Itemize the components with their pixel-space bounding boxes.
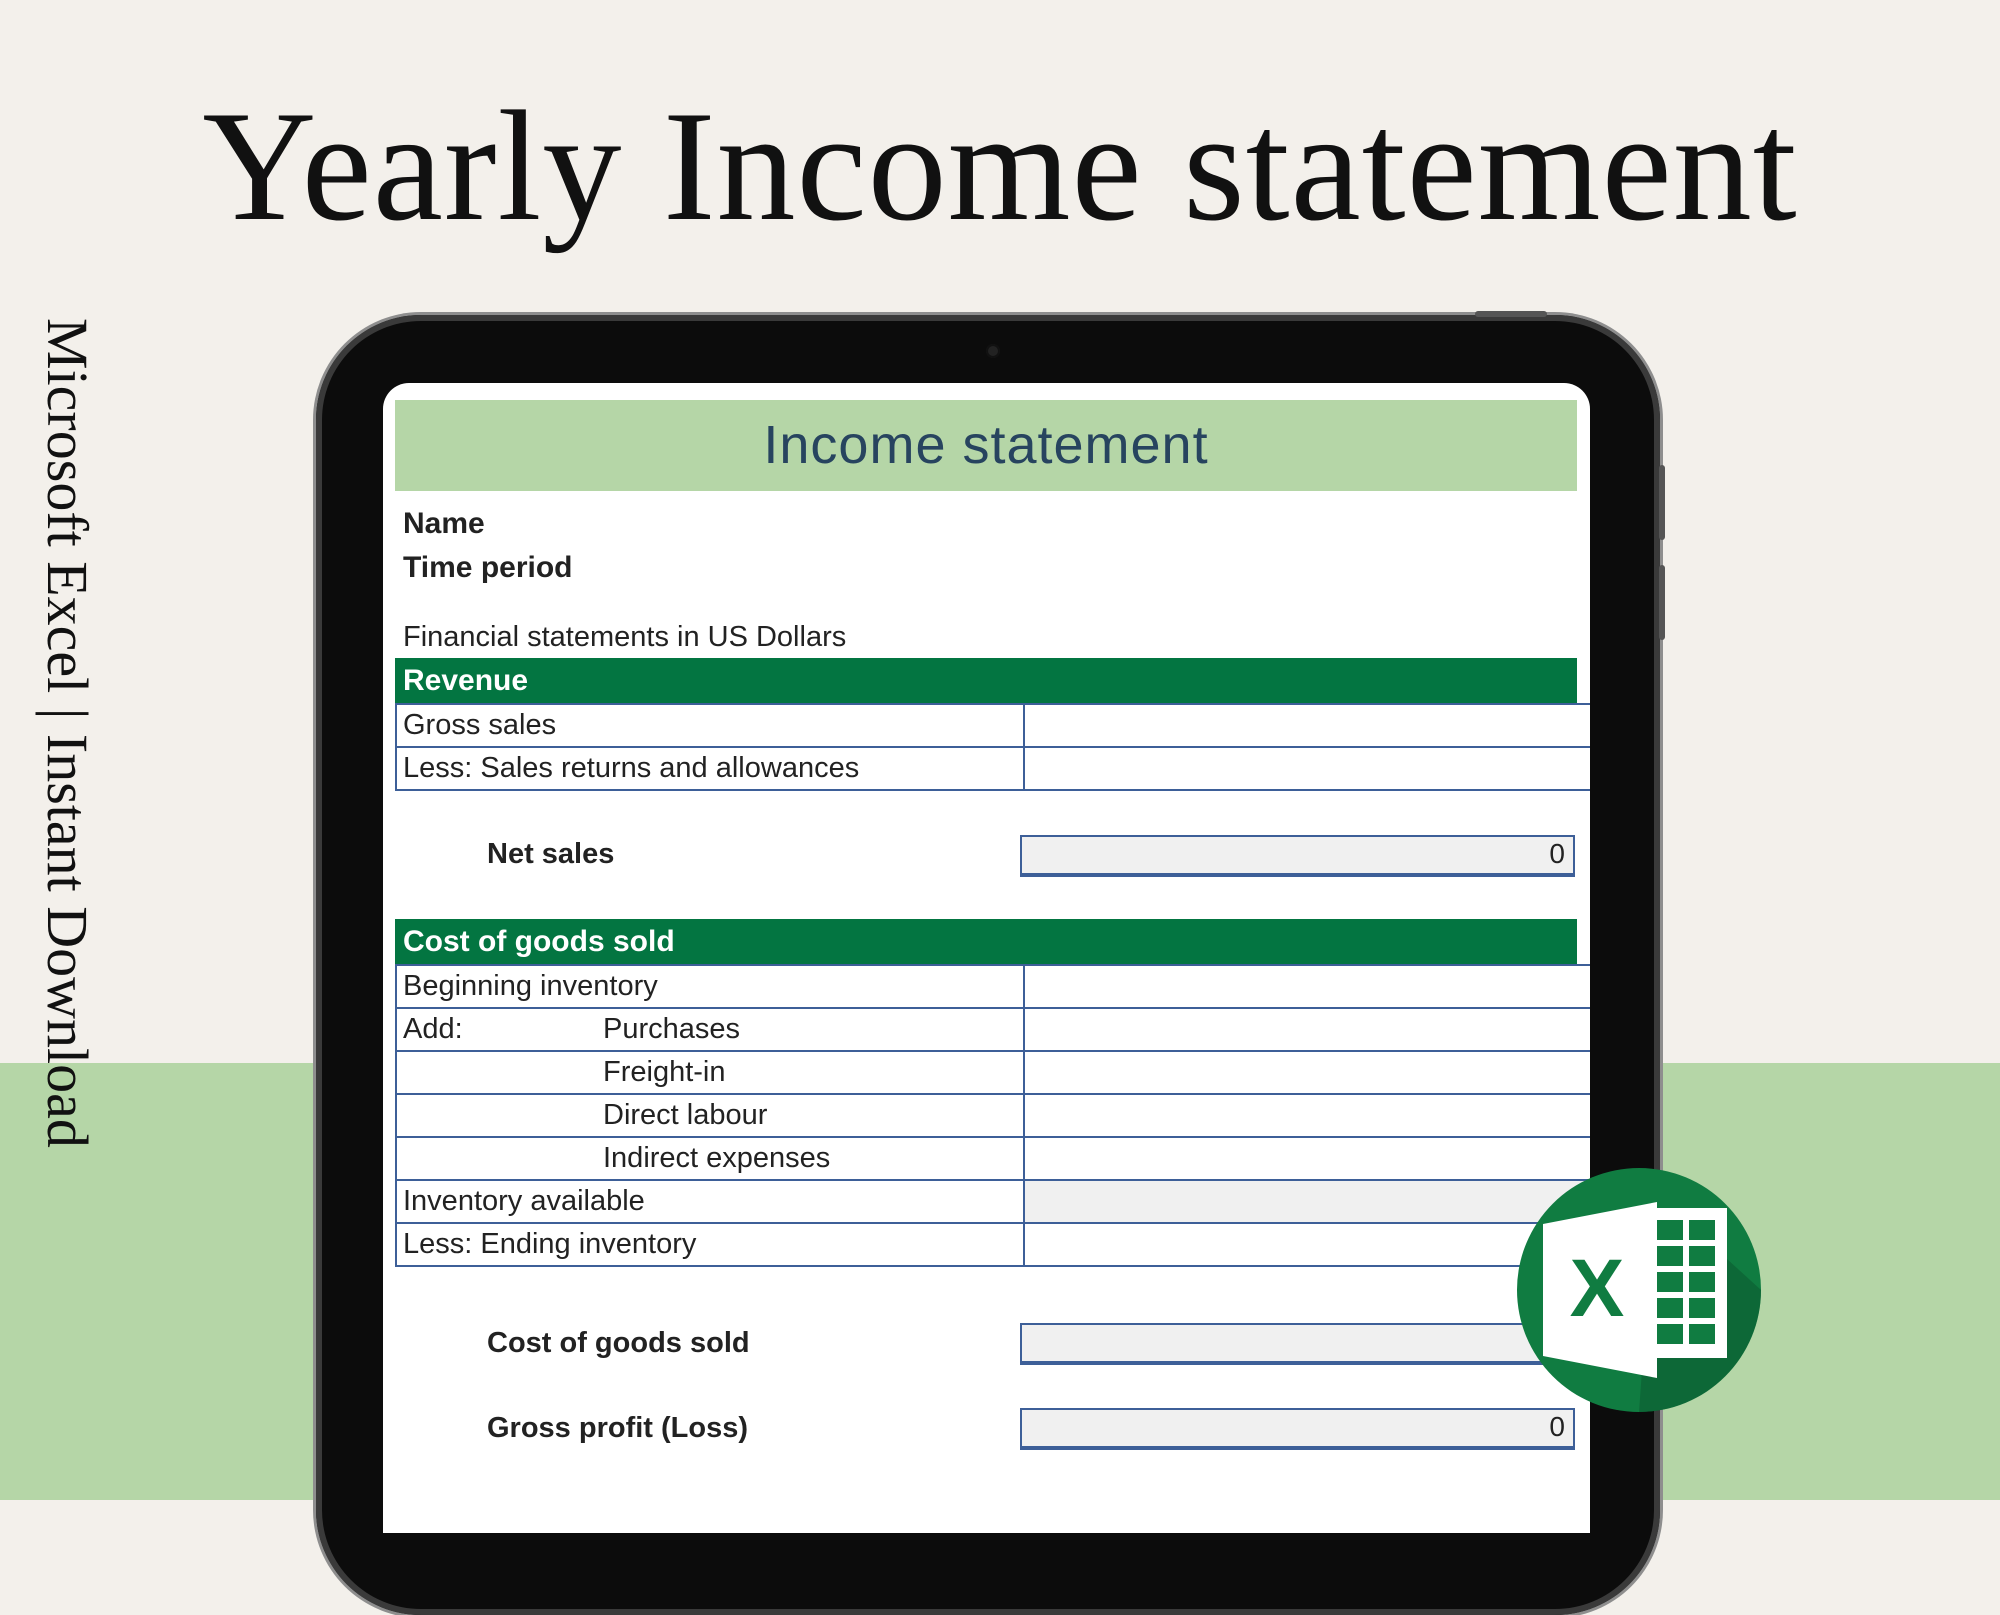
- row-label-text: Less: Ending inventory: [403, 1228, 697, 1260]
- cogs-table: [395, 964, 1590, 1267]
- table-row: [396, 965, 1590, 1008]
- row-label-text: Indirect expenses: [603, 1142, 831, 1174]
- row-label-text: Beginning inventory: [403, 970, 658, 1002]
- row-label: [396, 965, 1024, 1008]
- inventory-available-cell[interactable]: [1024, 1180, 1590, 1223]
- table-row: [396, 1223, 1590, 1266]
- sheet-title: Income statement: [395, 400, 1577, 491]
- name-label: Name: [403, 507, 485, 540]
- gross-profit-label: Gross profit (Loss): [487, 1412, 749, 1444]
- revenue-header: Revenue: [395, 658, 1577, 703]
- side-caption: Microsoft Excel | Instant Download: [35, 318, 100, 1148]
- gross-sales-cell[interactable]: [1024, 704, 1590, 747]
- purchases-cell[interactable]: [1024, 1008, 1590, 1051]
- tablet-volume-up-button: [1659, 465, 1665, 540]
- net-sales-label: Net sales: [487, 838, 615, 870]
- row-label-text: Inventory available: [403, 1185, 645, 1217]
- table-row: [396, 704, 1590, 747]
- row-label: [396, 1051, 1024, 1094]
- row-label: [396, 1094, 1024, 1137]
- time-period-label: Time period: [403, 551, 573, 584]
- row-prefix: Add:: [403, 1013, 463, 1045]
- row-label-text: Freight-in: [603, 1056, 726, 1088]
- row-label: [396, 1137, 1024, 1180]
- indirect-expenses-cell[interactable]: [1024, 1137, 1590, 1180]
- camera-icon: [986, 344, 1000, 358]
- row-label: Gross sales: [396, 704, 1024, 747]
- row-label: [396, 1008, 1024, 1051]
- row-label: [396, 1180, 1024, 1223]
- tablet-screen: [383, 383, 1590, 1533]
- freight-in-cell[interactable]: [1024, 1051, 1590, 1094]
- table-row: [396, 1094, 1590, 1137]
- beginning-inventory-cell[interactable]: [1024, 965, 1590, 1008]
- cogs-total-label: Cost of goods sold: [487, 1327, 750, 1359]
- ending-inventory-cell[interactable]: [1024, 1223, 1590, 1266]
- currency-note: Financial statements in US Dollars: [403, 621, 847, 653]
- direct-labour-cell[interactable]: [1024, 1094, 1590, 1137]
- gross-profit-cell[interactable]: 0: [1020, 1408, 1575, 1450]
- cogs-header: Cost of goods sold: [395, 919, 1577, 964]
- tablet-top-button: [1475, 311, 1547, 317]
- table-row: [396, 1137, 1590, 1180]
- table-row: [396, 1051, 1590, 1094]
- cogs-total-cell[interactable]: [1020, 1323, 1575, 1365]
- row-label-text: Purchases: [603, 1013, 741, 1045]
- table-row: [396, 747, 1590, 790]
- revenue-table: [395, 703, 1590, 791]
- microsoft-excel-icon: [1517, 1168, 1761, 1412]
- page-title: Yearly Income statement: [202, 79, 1798, 254]
- tablet-volume-down-button: [1659, 565, 1665, 640]
- sales-returns-cell[interactable]: [1024, 747, 1590, 790]
- table-row: [396, 1180, 1590, 1223]
- net-sales-cell[interactable]: 0: [1020, 835, 1575, 877]
- excel-logo-letter: X: [1569, 1243, 1625, 1334]
- table-row: [396, 1008, 1590, 1051]
- row-label: [396, 1223, 1024, 1266]
- row-label: Less: Sales returns and allowances: [396, 747, 1024, 790]
- row-label-text: Direct labour: [603, 1099, 768, 1131]
